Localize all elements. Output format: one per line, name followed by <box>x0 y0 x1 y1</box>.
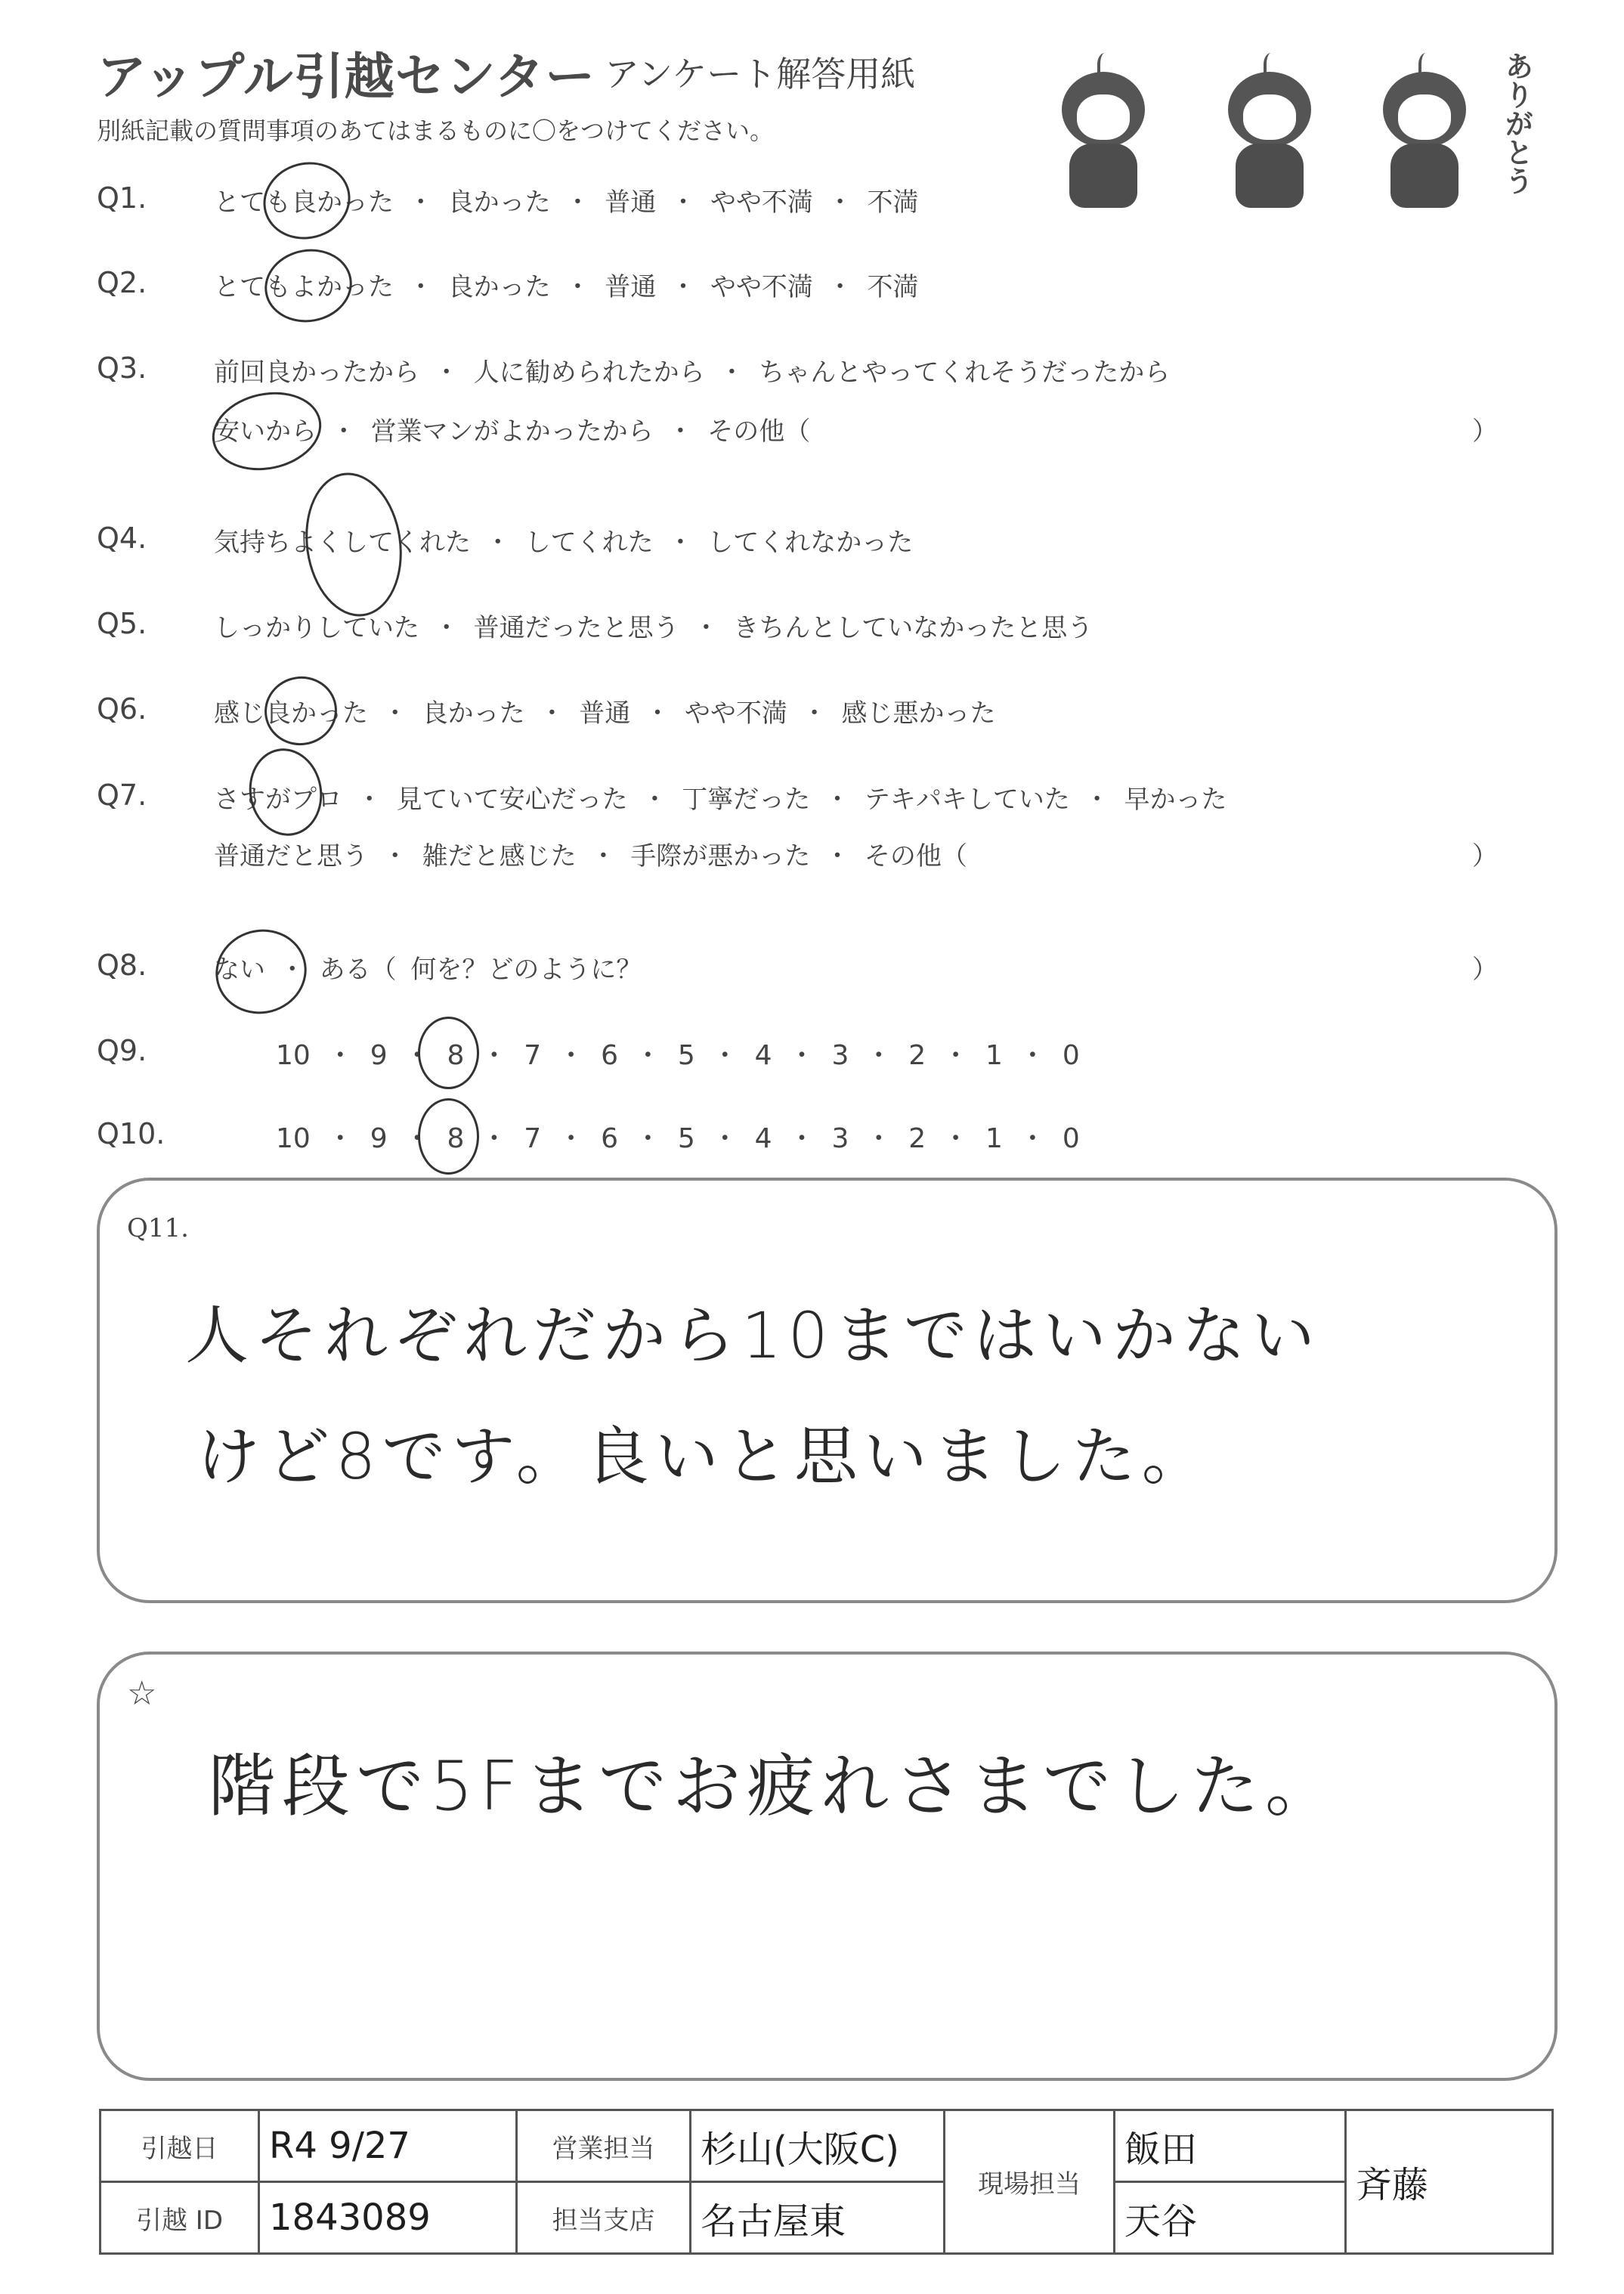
site-staff-3: 斉藤 <box>1346 2110 1553 2254</box>
question-number: Q9. <box>97 1034 147 1067</box>
form-title: アンケート解答用紙 <box>605 54 916 94</box>
answer-circle <box>296 466 410 623</box>
form-instruction: 別紙記載の質問事項のあてはまるものに〇をつけてください。 <box>97 116 775 145</box>
mascot-monkey-icon <box>1050 53 1156 212</box>
branch-value: 名古屋東 <box>691 2182 945 2254</box>
question-options: しっかりしていた ・ 普通だったと思う ・ きちんとしていなかったと思う <box>214 613 1093 643</box>
question-options: とても良かった ・ 良かった ・ 普通 ・ やや不満 ・ 不満 <box>214 187 919 218</box>
q11-label: Q11. <box>127 1213 189 1243</box>
mascot-monkey-icon <box>1217 53 1322 212</box>
answer-circle <box>259 670 342 751</box>
close-paren: ） <box>1472 416 1498 447</box>
question-options: 前回良かったから ・ 人に勧められたから ・ ちゃんとやってくれそうだったから <box>214 358 1171 388</box>
answer-circle <box>255 153 359 249</box>
answer-circle <box>259 243 358 330</box>
rating-scale: 10 ・ 9 ・ 8 ・ 7 ・ 6 ・ 5 ・ 4 ・ 3 ・ 2 ・ 1 ・ 0 <box>276 1040 1080 1071</box>
question-number: Q4. <box>97 522 147 555</box>
answer-circle <box>206 919 317 1024</box>
company-brand: アップル引越センター <box>97 48 596 106</box>
handwritten-answer: けど8です。良いと思いました。 <box>196 1419 1211 1494</box>
question-number: Q8. <box>97 949 147 982</box>
move-id-value: 1843089 <box>259 2182 517 2254</box>
sales-value: 杉山(大阪C) <box>691 2110 945 2182</box>
answer-circle <box>205 382 329 480</box>
answer-circle <box>418 1098 479 1175</box>
comment-box <box>97 1652 1557 2081</box>
sales-label: 営業担当 <box>517 2110 691 2182</box>
question-number: Q3. <box>97 351 147 385</box>
handwritten-answer: 人それぞれだから10まではいかない <box>185 1299 1321 1373</box>
question-options: 気持ちよくしてくれた ・ してくれた ・ してくれなかった <box>214 528 914 558</box>
star-icon: ☆ <box>127 1674 157 1713</box>
move-date-value: R4 9/27 <box>259 2110 517 2182</box>
answer-circle <box>243 743 329 842</box>
question-options: さすがプロ ・ 見ていて安心だった ・ 丁寧だった ・ テキパキしていた ・ 早かった <box>214 785 1227 815</box>
branch-label: 担当支店 <box>517 2182 691 2254</box>
question-options-line2: 普通だと思う ・ 雑だと感じた ・ 手際が悪かった ・ その他（ <box>214 841 967 871</box>
question-number: Q2. <box>97 266 147 299</box>
site-staff-2: 天谷 <box>1115 2182 1346 2254</box>
question-number: Q6. <box>97 692 147 726</box>
mascot-monkey-icon <box>1372 53 1477 212</box>
move-date-label: 引越日 <box>101 2110 259 2182</box>
question-options: ない ・ ある（ 何を？どのように？ <box>214 955 642 985</box>
thanks-text: ありがとう <box>1500 51 1533 195</box>
q11-answer-box <box>97 1178 1557 1603</box>
question-options-line2: 安いから ・ 営業マンがよかったから ・ その他（ <box>214 416 811 447</box>
rating-scale: 10 ・ 9 ・ 8 ・ 7 ・ 6 ・ 5 ・ 4 ・ 3 ・ 2 ・ 1 ・ 0 <box>276 1123 1080 1154</box>
site-staff-1: 飯田 <box>1115 2110 1346 2182</box>
handwritten-comment: 階段で5Fまでお疲れさまでした。 <box>208 1747 1340 1826</box>
close-paren: ） <box>1472 841 1498 871</box>
question-options: とてもよかった ・ 良かった ・ 普通 ・ やや不満 ・ 不満 <box>214 272 919 302</box>
move-info-table <box>99 2109 1554 2255</box>
question-options: 感じ良かった ・ 良かった ・ 普通 ・ やや不満 ・ 感じ悪かった <box>214 698 996 729</box>
answer-circle <box>418 1017 479 1089</box>
question-number: Q1. <box>97 181 147 215</box>
close-paren: ） <box>1472 955 1498 985</box>
question-number: Q5. <box>97 607 147 640</box>
question-number: Q7. <box>97 779 147 812</box>
site-staff-label: 現場担当 <box>945 2110 1115 2254</box>
move-id-label: 引越 ID <box>101 2182 259 2254</box>
question-number: Q10. <box>97 1117 165 1150</box>
